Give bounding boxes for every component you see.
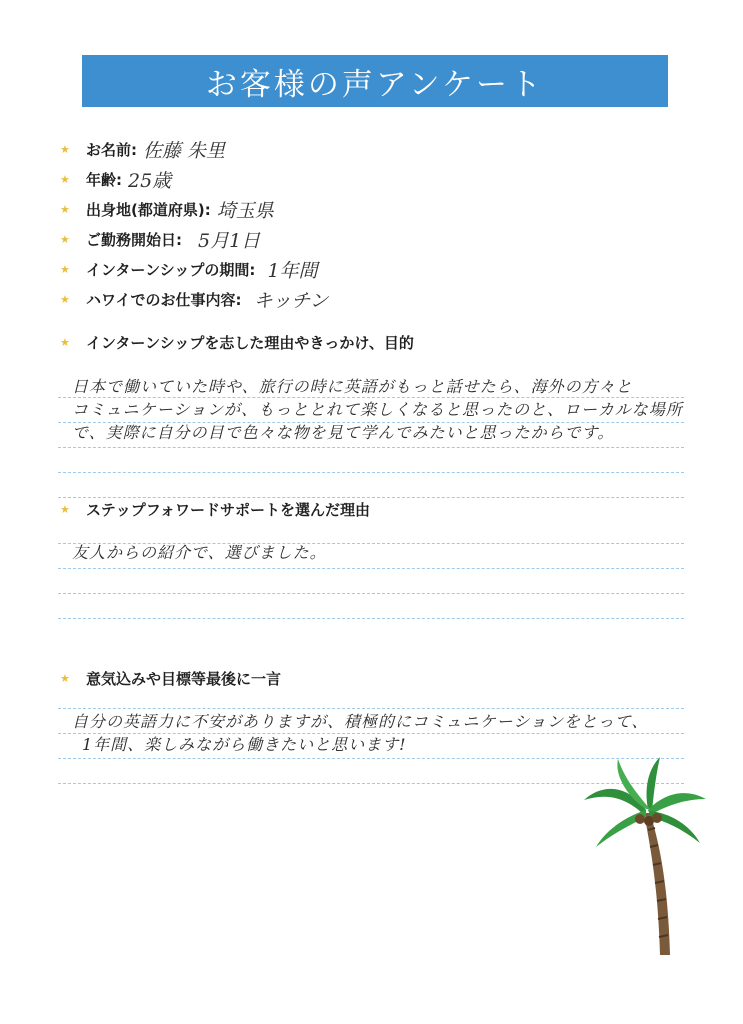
field-value: キッチン xyxy=(253,289,329,312)
answer-final-words xyxy=(72,710,684,756)
field-label: 年齢: xyxy=(86,170,122,189)
field-label: ご勤務開始日: xyxy=(86,230,182,249)
field-label: お名前: xyxy=(86,140,137,159)
field-job xyxy=(60,286,328,312)
field-value: 埼玉県 xyxy=(216,199,274,222)
field-value: 佐藤 朱里 xyxy=(143,139,226,162)
star-icon: ★ xyxy=(60,502,70,516)
answer-reason xyxy=(72,375,684,444)
field-value: 5月1日 xyxy=(198,229,261,252)
field-hometown xyxy=(60,196,274,222)
coconut xyxy=(652,813,662,823)
section-heading-final-words xyxy=(60,666,281,690)
answer-line: で、実際に自分の目で色々な物を見て学んでみたいと思ったからです。 xyxy=(72,423,615,442)
field-value: 25歳 xyxy=(128,169,172,192)
palm-tree-illustration xyxy=(578,755,710,960)
section-heading: インターンシップを志した理由やきっかけ、目的 xyxy=(86,333,414,352)
star-icon: ★ xyxy=(60,172,70,186)
coconut xyxy=(635,814,645,824)
star-icon: ★ xyxy=(60,142,70,156)
star-icon: ★ xyxy=(60,671,70,685)
answer-line: 1年間、楽しみながら働きたいと思います! xyxy=(82,735,407,754)
field-name xyxy=(60,136,225,162)
field-start-date xyxy=(60,226,260,252)
section-heading-reason xyxy=(60,330,414,354)
field-label: ハワイでのお仕事内容: xyxy=(86,290,242,309)
section-heading: ステップフォワードサポートを選んだ理由 xyxy=(86,500,370,519)
star-icon: ★ xyxy=(60,335,70,349)
star-icon: ★ xyxy=(60,232,70,246)
answer-line: 友人からの紹介で、選びました。 xyxy=(72,543,327,562)
answer-line: 日本で働いていた時や、旅行の時に英語がもっと話せたら、海外の方々と xyxy=(72,377,633,396)
title-banner xyxy=(82,55,668,107)
field-label: インターンシップの期間: xyxy=(86,260,256,279)
field-internship-period xyxy=(60,256,318,282)
page-title: お客様の声アンケート xyxy=(205,66,545,103)
ruled-lines xyxy=(58,522,684,619)
palm-trunk xyxy=(644,813,670,955)
answer-line: コミュニケーションが、もっととれて楽しくなると思ったのと、ローカルな場所 xyxy=(72,400,683,419)
star-icon: ★ xyxy=(60,262,70,276)
field-value: 1年間 xyxy=(267,259,318,282)
answer-why-company xyxy=(72,541,684,564)
palm-leaf xyxy=(648,793,706,815)
answer-line: 自分の英語力に不安がありますが、積極的にコミュニケーションをとって、 xyxy=(72,712,649,731)
field-label: 出身地(都道府県): xyxy=(86,200,211,219)
section-heading: 意気込みや目標等最後に一言 xyxy=(86,669,282,688)
star-icon: ★ xyxy=(60,202,70,216)
star-icon: ★ xyxy=(60,292,70,306)
section-heading-why-company xyxy=(60,497,370,521)
field-age xyxy=(60,166,171,192)
